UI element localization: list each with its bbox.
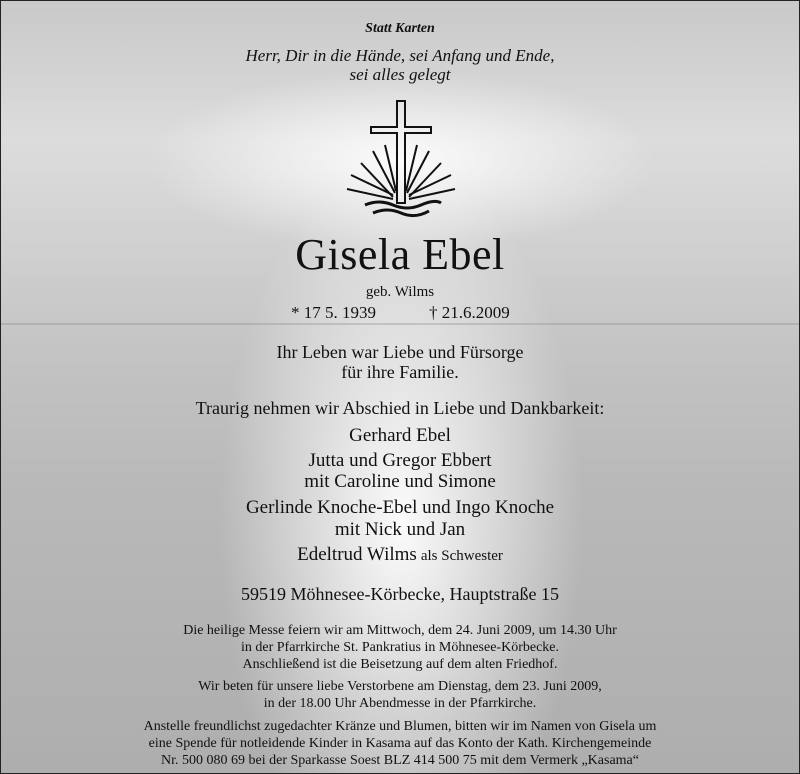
service-line-3: Anschließend ist die Beisetzung auf dem alten Friedhof. bbox=[242, 657, 558, 672]
mourner-2: Jutta und Gregor Ebbert bbox=[308, 450, 492, 471]
birth-name: geb. Wilms bbox=[365, 284, 435, 300]
address: 59519 Möhnesee-Körbecke, Hauptstraße 15 bbox=[241, 584, 559, 604]
service-line-5: in der 18.00 Uhr Abendmesse in der Pfarrkirche. bbox=[263, 696, 537, 711]
mourner-6-suffix: als Schwester bbox=[420, 548, 503, 564]
service-line-4: Wir beten für unsere liebe Verstorbene am Dienstag, dem 23. Juni 2009, bbox=[198, 679, 602, 694]
service-line-2: in der Pfarrkirche St. Pankratius in Möhnesee-Körbecke. bbox=[240, 640, 559, 655]
donation-line-3: Nr. 500 080 69 bei der Sparkasse Soest BLZ 414 500 75 mit dem Vermerk „Kasama“ bbox=[161, 753, 639, 768]
verse-line-2: sei alles gelegt bbox=[349, 65, 451, 84]
mourner-3: mit Caroline und Simone bbox=[304, 471, 496, 492]
mourner-4: Gerlinde Knoche-Ebel und Ingo Knoche bbox=[245, 497, 555, 518]
cross-sunrays-waves-icon bbox=[341, 99, 461, 219]
mourner-5: mit Nick und Jan bbox=[334, 519, 466, 540]
deceased-name: Gisela Ebel bbox=[295, 230, 505, 279]
death-date: † 21.6.2009 bbox=[429, 303, 510, 322]
tribute-line-2: für ihre Familie. bbox=[341, 362, 459, 382]
birth-date: * 17 5. 1939 bbox=[291, 303, 376, 322]
mourner-6-name: Edeltrud Wilms bbox=[297, 544, 417, 565]
mourners-intro: Traurig nehmen wir Abschied in Liebe und Dankbarkeit: bbox=[195, 398, 605, 418]
mourner-1: Gerhard Ebel bbox=[349, 425, 451, 446]
donation-line-2: eine Spende für notleidende Kinder in Kasama auf das Konto der Kath. Kirchengemeinde bbox=[148, 736, 652, 751]
donation-line-1: Anstelle freundlichst zugedachter Kränze und Blumen, bitten wir im Namen von Gisela um bbox=[143, 719, 657, 734]
service-line-1: Die heilige Messe feiern wir am Mittwoch, dem 24. Juni 2009, um 14.30 Uhr bbox=[183, 623, 617, 638]
life-dates bbox=[1, 303, 799, 325]
tribute-line-1: Ihr Leben war Liebe und Fürsorge bbox=[276, 342, 524, 362]
statt-karten: Statt Karten bbox=[365, 21, 435, 36]
verse-line-1: Herr, Dir in die Hände, sei Anfang und Ende, bbox=[245, 46, 555, 65]
mourner-6 bbox=[1, 544, 799, 566]
